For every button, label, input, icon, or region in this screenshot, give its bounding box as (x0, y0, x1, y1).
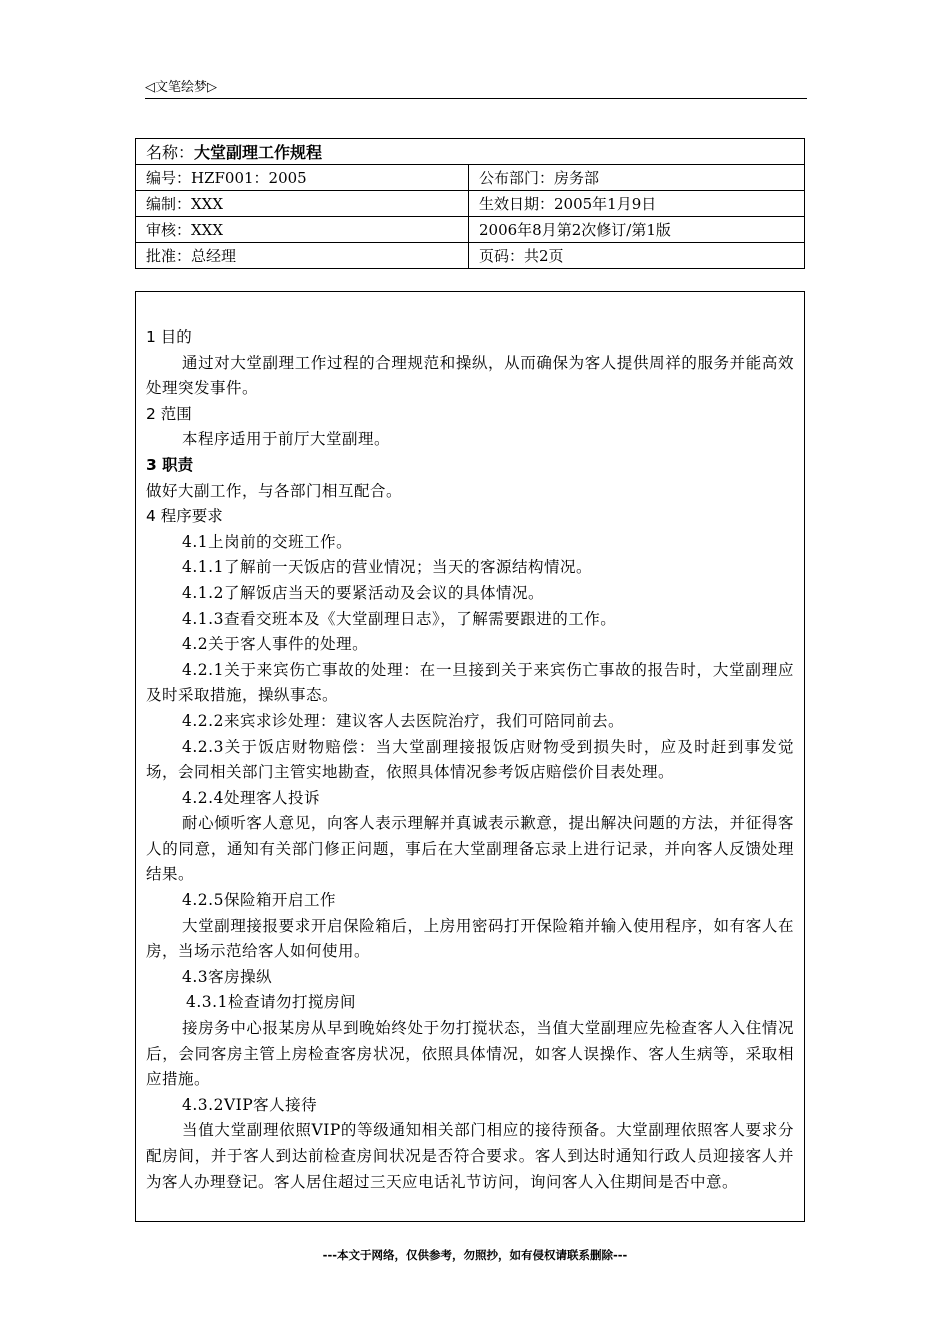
paragraph: 大堂副理接报要求开启保险箱后，上房用密码打开保险箱并输入使用程序，如有客人在房，当场示范给客人如何使用。 (146, 916, 794, 961)
section-heading-purpose: 1 目的 (146, 328, 192, 346)
reviewed-by-cell: 审核：XXX (136, 217, 469, 243)
brand-text: ◁文笔绘梦▷ (145, 80, 217, 95)
paragraph: 4.1.2了解饭店当天的要紧活动及会议的具体情况。 (182, 583, 544, 602)
table-row (136, 243, 805, 269)
paragraph: 4.2关于客人事件的处理。 (182, 635, 369, 654)
document-info-table (135, 138, 805, 269)
table-row (136, 217, 805, 243)
table-row (136, 165, 805, 191)
paragraph: 4.2.1关于来宾伤亡事故的处理：在一旦接到关于来宾伤亡事故的报告时，大堂副理应及时采取措施，操纵事态。 (146, 660, 794, 705)
section-heading-requirements: 4 程序要求 (146, 507, 223, 526)
paragraph: 通过对大堂副理工作过程的合理规范和操纵，从而确保为客人提供周祥的服务并能高效处理突发事件。 (146, 353, 794, 398)
paragraph: 耐心倾听客人意见，向客人表示理解并真诚表示歉意，提出解决问题的方法，并征得客人的同意，通知有关部门修正问题，事后在大堂副理备忘录上进行记录，并向客人反馈处理结果。 (146, 814, 794, 884)
revision-cell: 2006年8月第2次修订/第1版 (469, 217, 805, 243)
document-title: 大堂副理工作规程 (194, 143, 323, 162)
doc-number-cell: 编号：HZF001：2005 (136, 165, 469, 191)
effective-date-cell: 生效日期：2005年1月9日 (469, 191, 805, 217)
prepared-by-cell: 编制：XXX (136, 191, 469, 217)
title-row (136, 139, 805, 165)
paragraph: 4.1上岗前的交班工作。 (182, 532, 353, 551)
paragraph: 做好大副工作，与各部门相互配合。 (146, 481, 403, 500)
issuing-department-cell: 公布部门：房务部 (469, 165, 805, 191)
paragraph: 4.2.2来宾求诊处理：建议客人去医院治疗，我们可陪同前去。 (182, 711, 624, 730)
paragraph: 接房务中心报某房从早到晚始终处于勿打搅状态，当值大堂副理应先检查客人入住情况后，会同客房主管上房检查客房状况，依照具体情况，如客人误操作、客人生病等，采取相应措施。 (146, 1019, 794, 1089)
section-heading-scope: 2 范围 (146, 404, 192, 423)
paragraph: 4.2.3关于饭店财物赔偿：当大堂副理接报饭店财物受到损失时，应及时赶到事发觉场，会同相关部门主管实地勘查，依照具体情况参考饭店赔偿价目表处理。 (146, 737, 794, 782)
procedure-body (135, 291, 805, 1222)
paragraph: 4.2.4处理客人投诉 (182, 788, 320, 807)
paragraph: 4.3客房操纵 (182, 967, 273, 986)
paragraph: 4.3.1检查请勿打搅房间 (186, 993, 356, 1012)
paragraph: 4.1.3查看交班本及《大堂副理日志》，了解需要跟进的工作。 (182, 609, 617, 628)
paragraph: 4.2.5保险箱开启工作 (182, 891, 336, 910)
document-title-cell (136, 139, 805, 165)
paragraph: 本程序适用于前厅大堂副理。 (182, 430, 391, 449)
paragraph: 4.1.1了解前一天饭店的营业情况；当天的客源结构情况。 (182, 558, 592, 577)
paragraph: 当值大堂副理依照VIP的等级通知相关部门相应的接待预备。大堂副理依照客人要求分配房间，并于客人到达前检查房间状况是否符合要求。客人到达时通知行政人员迎接客人并为客人办理登记。客人居住超过三天应电话礼节访问，询问客人入住期间是否中意。 (146, 1121, 794, 1191)
table-row (136, 191, 805, 217)
paragraph: 4.3.2VIP客人接待 (182, 1095, 318, 1114)
section-heading-duties: 3 职责 (146, 455, 194, 474)
page-count-cell: 页码：共2页 (469, 243, 805, 269)
footer-disclaimer: ---本文于网络，仅供参考，勿照抄，如有侵权请联系删除--- (322, 1248, 628, 1262)
approved-by-cell: 批准：总经理 (136, 243, 469, 269)
name-label: 名称： (146, 143, 195, 162)
page-header (145, 72, 807, 99)
